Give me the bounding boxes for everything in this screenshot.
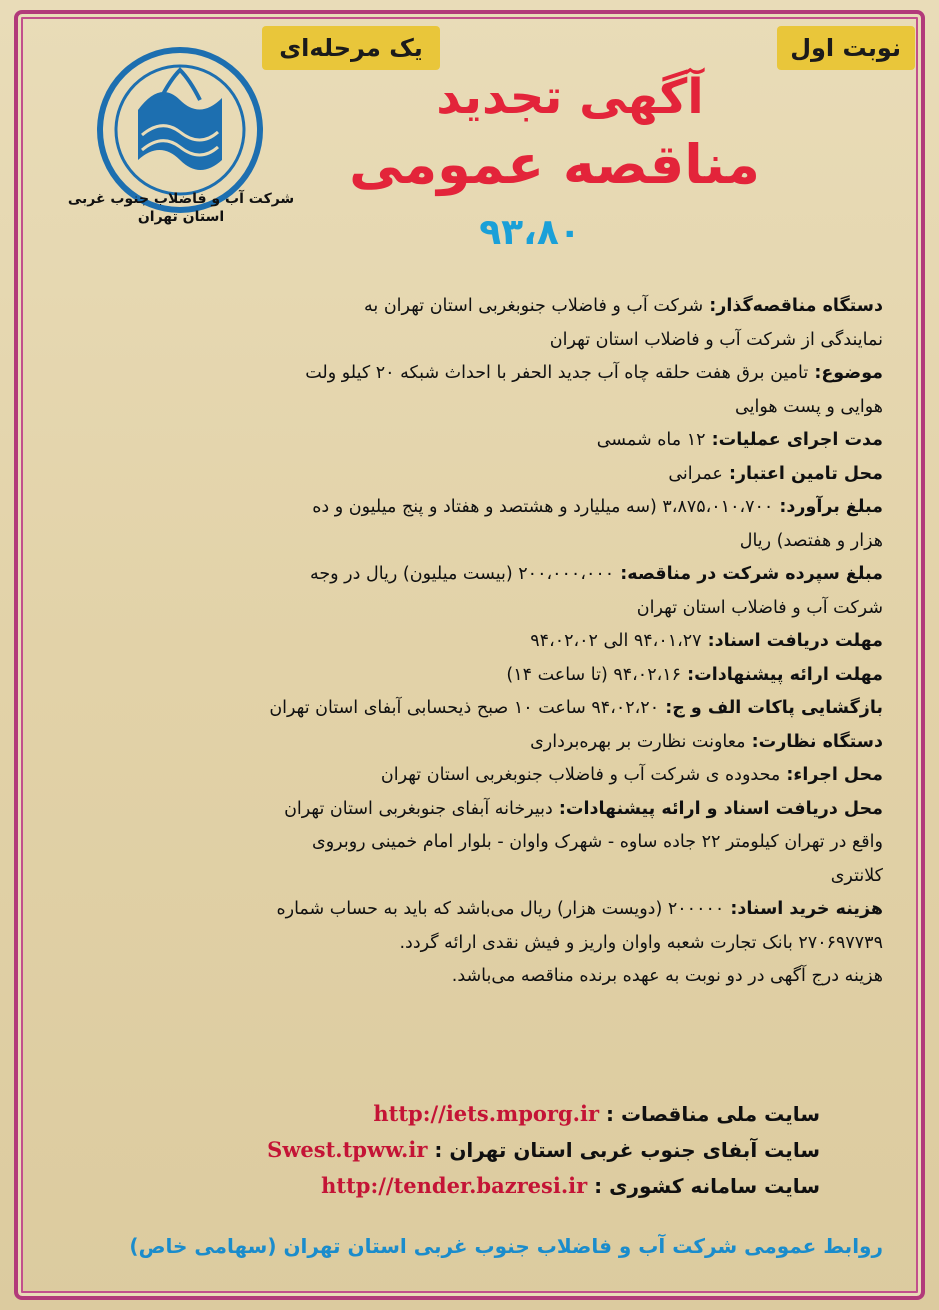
field-label: مبلغ سپرده شرکت در مناقصه: <box>614 564 883 584</box>
field-label: محل دریافت اسناد و ارائه پیشنهادات: <box>552 798 883 819</box>
field-value: شرکت آب و فاضلاب جنوبغربی استان تهران به <box>364 296 704 316</box>
field-label: هزینه خرید اسناد: <box>724 899 883 919</box>
company-name <box>66 190 296 226</box>
field-value: شرکت آب و فاضلاب استان تهران <box>636 597 883 618</box>
field-value: تامین برق هفت حلقه چاه آب جدید الحفر با احداث شبکه ۲۰ کیلو ولت <box>305 363 809 383</box>
field-value: واقع در تهران کیلومتر ۲۲ جاده ساوه - شهرک واوان - بلوار امام خمینی روبروی <box>312 832 883 852</box>
field-value: معاونت نظارت بر بهره‌برداری <box>530 731 746 752</box>
field-value: ۲۷۰۶۹۷۷۳۹ بانک تجارت شعبه واوان واریز و فیش نقدی ارائه گردد. <box>399 932 883 953</box>
website-label: سایت سامانه کشوری : <box>587 1174 820 1198</box>
field-label: موضوع: <box>808 363 883 383</box>
title-line1: آگهی تجدید <box>436 69 704 125</box>
field-label: مهلت دریافت اسناد: <box>701 631 883 651</box>
website-label: سایت ملی مناقصات : <box>599 1102 820 1126</box>
body-line <box>70 692 883 726</box>
body-line <box>70 826 883 860</box>
field-value: ۲۰۰،۰۰۰،۰۰۰ (بیست میلیون) ریال در وجه <box>309 564 615 584</box>
website-link[interactable]: http://iets.mporg.ir <box>373 1101 600 1126</box>
company-name-line1: شرکت آب و فاضلاب جنوب غربی <box>67 191 295 207</box>
body-line <box>70 625 883 659</box>
body-line <box>70 659 883 693</box>
website-row <box>120 1168 820 1204</box>
round-badge: نوبت اول <box>777 26 915 70</box>
body-line <box>70 491 883 525</box>
website-link[interactable]: Swest.tpww.ir <box>267 1137 428 1162</box>
field-value: ۱۲ ماه شمسی <box>596 430 706 450</box>
field-label: دستگاه مناقصه‌گذار: <box>703 296 883 316</box>
field-value: هوایی و پست هوایی <box>735 396 883 417</box>
body-line <box>70 391 883 425</box>
body-line <box>70 893 883 927</box>
website-row <box>120 1132 820 1168</box>
field-value: محدوده ی شرکت آب و فاضلاب جنوبغربی استان تهران <box>380 765 781 785</box>
field-value: ۹۴،۰۱،۲۷ الی ۹۴،۰۲،۰۲ <box>530 631 702 651</box>
body-line <box>70 357 883 391</box>
body-line <box>70 793 883 827</box>
title-line2: مناقصه عمومی <box>349 133 760 196</box>
field-value: ۹۴،۰۲،۱۶ (تا ساعت ۱۴) <box>506 664 682 685</box>
body-line <box>70 759 883 793</box>
field-label: محل اجراء: <box>780 765 883 785</box>
body-line <box>70 592 883 626</box>
stage-badge: یک مرحله‌ای <box>262 26 440 70</box>
field-value: ۳،۸۷۵،۰۱۰،۷۰۰ (سه میلیارد و هشتصد و هفتاد و پنج میلیون و ده <box>312 497 774 517</box>
field-value: هزار و هفتصد) ریال <box>739 530 883 551</box>
field-label: محل تامین اعتبار: <box>722 463 883 484</box>
website-row <box>120 1096 820 1132</box>
body-line <box>70 424 883 458</box>
field-value: هزینه درج آگهی در دو نوبت به عهده برنده مناقصه می‌باشد. <box>451 966 883 986</box>
field-label: بازگشایی پاکات الف و ج: <box>659 698 883 718</box>
field-value: کلانتری <box>830 865 883 886</box>
public-relations-footer: روابط عمومی شرکت آب و فاضلاب جنوب غربی استان تهران (سهامی خاص) <box>129 1234 883 1258</box>
company-name-line2: استان تهران <box>137 209 225 225</box>
field-label: مدت اجرای عملیات: <box>705 430 883 450</box>
tender-number: ۹۳،۸۰ <box>479 212 581 253</box>
announcement-body <box>70 290 883 994</box>
body-line <box>70 927 883 961</box>
website-label: سایت آبفای جنوب غربی استان تهران : <box>427 1138 820 1162</box>
field-value: ۹۴،۰۲،۲۰ ساعت ۱۰ صبح ذیحسابی آبفای استان تهران <box>269 698 660 718</box>
body-line <box>70 525 883 559</box>
field-label: دستگاه نظارت: <box>745 731 883 752</box>
field-value: عمرانی <box>668 463 723 484</box>
body-line <box>70 960 883 994</box>
websites-list <box>120 1096 820 1204</box>
body-line <box>70 458 883 492</box>
website-link[interactable]: http://tender.bazresi.ir <box>321 1173 588 1198</box>
field-label: مبلغ برآورد: <box>773 497 883 517</box>
body-line <box>70 324 883 358</box>
field-label: مهلت ارائه پیشنهادات: <box>681 664 883 685</box>
field-value: نمایندگی از شرکت آب و فاضلاب استان تهران <box>549 329 883 350</box>
body-line <box>70 290 883 324</box>
body-line <box>70 726 883 760</box>
body-line <box>70 860 883 894</box>
field-value: ۲۰۰۰۰۰ (دویست هزار) ریال می‌باشد که باید به حساب شماره <box>276 899 725 919</box>
body-line <box>70 558 883 592</box>
field-value: دبیرخانه آبفای جنوبغربی استان تهران <box>284 798 553 819</box>
